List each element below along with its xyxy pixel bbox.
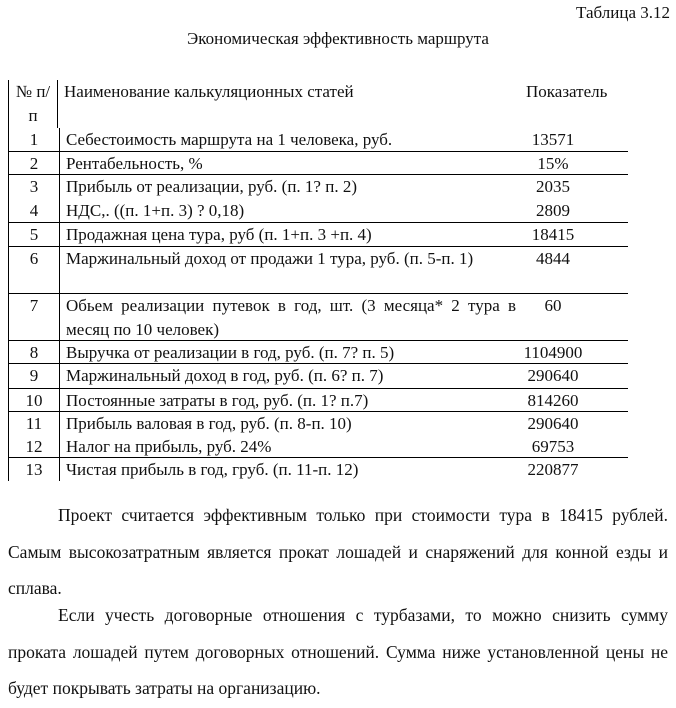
row-name: Маржинальный доход в год, руб. (п. 6? п. 7)	[66, 366, 384, 385]
table-row	[8, 363, 628, 388]
paragraph: Проект считается эффективным только при стоимости тура в 18415 рублей. Самым высокозатратным является прокат лошадей и снаряжений для конной езды и сплава.	[8, 505, 668, 598]
header-value: Показатель	[526, 82, 608, 101]
table-row	[8, 151, 628, 174]
row-num: 12	[8, 435, 60, 457]
row-num: 6	[8, 247, 60, 293]
economics-table	[8, 80, 628, 481]
row-num: 4	[8, 199, 60, 222]
paragraph: Если учесть договорные отношения с турбазами, то можно снизить сумму проката лошадей путем договорных отношений. Сумма ниже установленной цены не будет покрывать затраты на организацию.	[8, 605, 668, 698]
row-name: Обьем реализации путевок в год, шт. (3 месяца* 2 тура в месяц по 10 человек)	[66, 296, 516, 339]
row-name: Рентабельность, %	[66, 154, 203, 173]
table-row	[8, 246, 628, 293]
row-num: 9	[8, 364, 60, 388]
table-label: Таблица 3.12	[576, 3, 670, 22]
row-value: 814260	[527, 391, 579, 410]
row-num: 10	[8, 389, 60, 411]
table-row	[8, 128, 628, 151]
table-row	[8, 388, 628, 411]
row-value: 290640	[527, 366, 579, 385]
row-num: 2	[8, 152, 60, 174]
row-value: 1104900	[523, 343, 583, 362]
table-row	[8, 174, 628, 199]
row-name: Маржинальный доход от продажи 1 тура, руб. (п. 5-п. 1)	[66, 249, 474, 268]
row-value: 220877	[527, 460, 579, 479]
table-title: Экономическая эффективность маршрута	[187, 29, 489, 48]
table-header-row	[8, 80, 628, 128]
header-name: Наименование калькуляционных статей	[64, 82, 354, 101]
row-name: Прибыль от реализации, руб. (п. 1? п. 2)	[66, 177, 357, 196]
row-num: 7	[8, 294, 60, 340]
row-name: Себестоимость маршрута на 1 человека, руб.	[66, 130, 393, 149]
row-num: 8	[8, 341, 60, 363]
row-name: Чистая прибыль в год, груб. (п. 11-п. 12)	[66, 460, 359, 479]
row-value: 2035	[536, 177, 570, 196]
table-row	[8, 222, 628, 246]
row-value: 18415	[531, 225, 575, 244]
row-value: 2809	[536, 201, 570, 220]
row-name: Продажная цена тура, руб (п. 1+п. 3 +п. 4)	[66, 225, 372, 244]
table-row	[8, 457, 628, 481]
row-value: 15%	[537, 154, 569, 173]
row-name: Прибыль валовая в год, руб. (п. 8-п. 10)	[66, 414, 352, 433]
row-num: 5	[8, 223, 60, 246]
row-num: 3	[8, 175, 60, 199]
row-num: 1	[8, 128, 60, 151]
header-num: № п/п	[8, 80, 58, 128]
row-name: Налог на прибыль, руб. 24%	[66, 437, 272, 456]
table-row	[8, 411, 628, 435]
table-row	[8, 199, 628, 222]
row-value: 60	[544, 296, 562, 315]
table-row	[8, 435, 628, 457]
row-name: Постоянные затраты в год, руб. (п. 1? п.7)	[66, 391, 369, 410]
row-value: 13571	[531, 130, 575, 149]
row-value: 69753	[531, 437, 575, 456]
row-num: 11	[8, 412, 60, 435]
row-name: НДС,. ((п. 1+п. 3) ? 0,18)	[66, 201, 245, 220]
row-name: Выручка от реализации в год, руб. (п. 7? п. 5)	[66, 343, 395, 362]
row-value: 4844	[536, 249, 570, 268]
row-num: 13	[8, 458, 60, 481]
table-row	[8, 293, 628, 340]
row-value: 290640	[527, 414, 579, 433]
table-row	[8, 340, 628, 363]
